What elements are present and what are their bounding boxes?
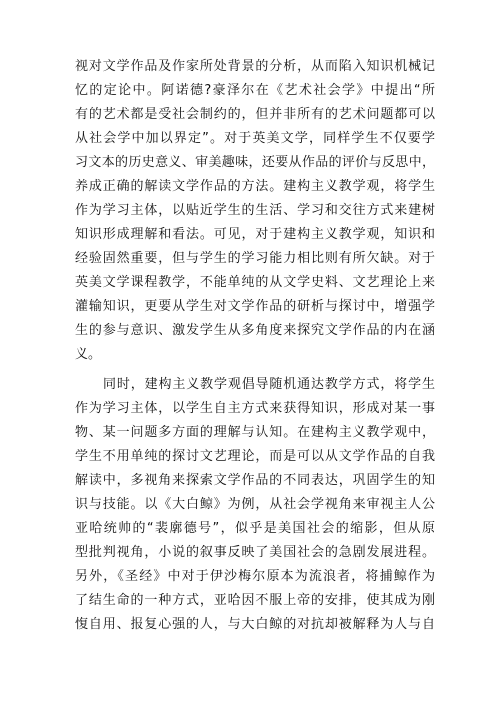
paragraph-1-line-2: 忆的定论中。阿诺德?豪泽尔在《艺术社会学》中提出“所: [75, 83, 435, 98]
paragraph-2-line-5: 解读中，多视角来探索文学作品的不同表达，巩固学生的知: [75, 473, 435, 488]
paragraph-1-line-7: 作为学习主体，以贴近学生的生活、学习和交往方式来建树: [75, 203, 435, 218]
paragraph-1-line-8: 知识形成理解和看法。可见，对于建构主义教学观，知识和: [75, 227, 435, 242]
paragraph-2-line-2: 作为学习主体，以学生自主方式来获得知识，形成对某一事: [75, 401, 435, 416]
paragraph-1-line-11: 灌输知识，更要从学生对文学作品的研析与探讨中，增强学: [75, 299, 435, 314]
paragraph-2-line-6: 识与技能。以《大白鲸》为例，从社会学视角来审视主人公: [75, 497, 435, 512]
paragraph-2-line-9: 另外，《圣经》中对于伊沙梅尔原本为流浪者，将捕鲸作为: [75, 569, 435, 584]
paragraph-1-line-10: 英美文学课程教学，不能单纯的从文学史料、文艺理论上来: [75, 275, 435, 290]
paragraph-2-line-8: 型批判视角，小说的叙事反映了美国社会的急剧发展进程。: [75, 545, 435, 560]
paragraph-1-line-13: 义。: [75, 347, 102, 362]
paragraph-1-line-12: 生的参与意识、激发学生从多角度来探究文学作品的内在涵: [75, 323, 435, 338]
paragraph-2-line-11: 愎自用、报复心强的人，与大白鲸的对抗却被解释为人与自: [75, 617, 435, 632]
paragraph-1-line-4: 从社会学中加以界定”。对于英美文学，同样学生不仅要学: [75, 131, 435, 146]
paragraph-1-line-3: 有的艺术都是受社会制约的，但并非所有的艺术问题都可以: [75, 107, 435, 122]
paragraph-2-line-3: 物、某一问题多方面的理解与认知。在建构主义教学观中，: [75, 425, 435, 440]
paragraph-2-line-1: 同时，建构主义教学观倡导随机通达教学方式，将学生: [103, 377, 435, 392]
paragraph-2-line-10: 了结生命的一种方式，亚哈因不服上帝的安排，使其成为刚: [75, 593, 435, 608]
paragraph-1-line-1: 视对文学作品及作家所处背景的分析，从而陷入知识机械记: [75, 59, 435, 74]
paragraph-2-line-7: 亚哈统帅的“裴廓德号”，似乎是美国社会的缩影，但从原: [75, 521, 435, 536]
paragraph-1-line-9: 经验固然重要，但与学生的学习能力相比则有所欠缺。对于: [75, 251, 435, 266]
paragraph-1-line-5: 习文本的历史意义、审美趣味，还要从作品的评价与反思中，: [75, 155, 435, 170]
paragraph-2-line-4: 学生不用单纯的探讨文艺理论，而是可以从文学作品的自我: [75, 449, 435, 464]
paragraph-1-line-6: 养成正确的解读文学作品的方法。建构主义教学观，将学生: [75, 179, 435, 194]
